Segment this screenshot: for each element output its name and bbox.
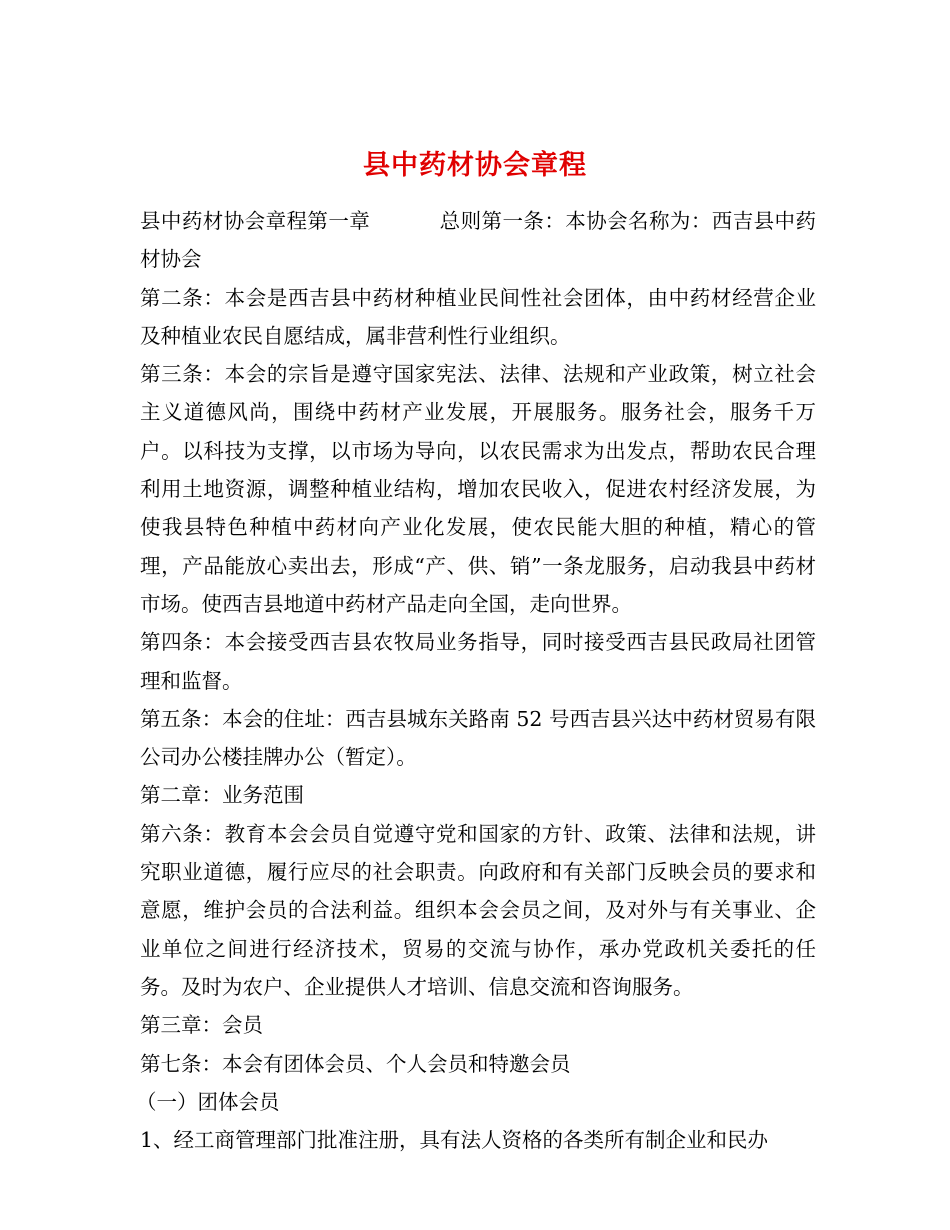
paragraph-article-3: 第三条：本会的宗旨是遵守国家宪法、法律、法规和产业政策，树立社会主义道德风尚，围绕中药材产业发展，开展服务。服务社会，服务千万户。以科技为支撑，以市场为导向，以农民需求为出发点，帮助农民合理利用土地资源，调整种植业结构，增加农民收入，促进农村经济发展，为使我县特色种植中药材向产业化发展，使农民能大胆的种植，精心的管理，产品能放心卖出去，形成“产、供、销”一条龙服务，启动我县中药材市场。使西吉县地道中药材产品走向全国，走向世界。	[140, 362, 816, 616]
paragraph-article-4: 第四条：本会接受西吉县农牧局业务指导，同时接受西吉县民政局社团管理和监督。	[140, 630, 816, 693]
paragraph-article-5: 第五条：本会的住址：西吉县城东关路南 52 号西吉县兴达中药材贸易有限公司办公楼挂牌办公（暂定）。	[140, 706, 816, 770]
paragraph-article-7: 第七条：本会有团体会员、个人会员和特邀会员	[140, 1051, 571, 1076]
paragraph-chapter-3-heading: 第三章：会员	[140, 1013, 263, 1038]
paragraph-chapter-1-article-1: 县中药材协会章程第一章 总则第一条：本协会名称为：西吉县中药材协会	[140, 209, 816, 272]
document-title: 县中药材协会章程	[363, 150, 587, 182]
paragraph-article-2: 第二条：本会是西吉县中药材种植业民间性社会团体，由中药材经营企业及种植业农民自愿结成，属非营利性行业组织。	[140, 285, 816, 348]
paragraph-article-6: 第六条：教育本会会员自觉遵守党和国家的方针、政策、法律和法规，讲究职业道德，履行应尽的社会职责。向政府和有关部门反映会员的要求和意愿，维护会员的合法利益。组织本会会员之间，及对外与有关事业、企业单位之间进行经济技术，贸易的交流与协作，承办党政机关委托的任务。及时为农户、企业提供人才培训、信息交流和咨询服务。	[140, 821, 816, 999]
paragraph-group-members-heading: （一）团体会员	[136, 1089, 280, 1114]
paragraph-chapter-2-heading: 第二章：业务范围	[140, 783, 304, 808]
paragraph-item-1: 1、经工商管理部门批准注册，具有法人资格的各类所有制企业和民办	[140, 1128, 769, 1153]
document-body	[136, 202, 816, 1159]
